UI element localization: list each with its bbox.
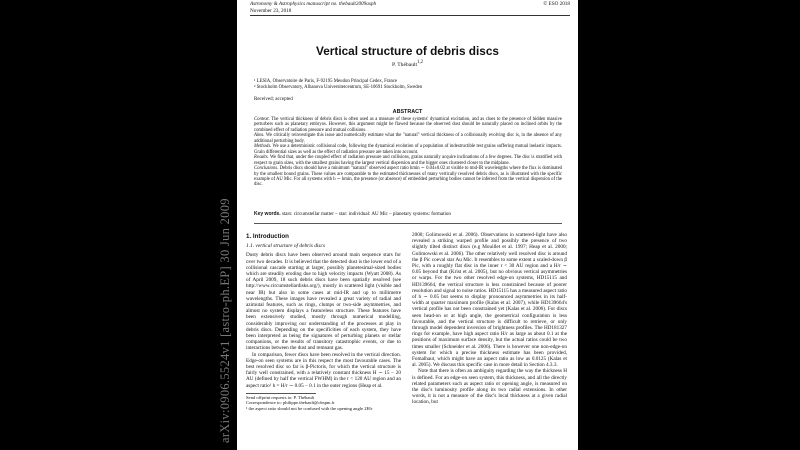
paragraph-1: Dusty debris discs have been observed around main sequence stars for over two decades. It is believed that the detected dust is the lower end of a collisional cascade starting at larger, possibly planetesimal-sized bodies which are steadily eroding due to high velocity impacts (Wyatt 2008). As of April 2009, 18 such debris discs have been spatially resolved (see http://www.circumstellardisks.org/), mostly in scattered light (visible and near IR) but also in some cases at mid-IR and up to millimetre wavelengths. These images have revealed a great variety of radial and azimutal features, such as rings, clumps or two-side asymmetries, and almost no system displays a featureless structure. These features have been extensively studied, mostly through numerical modelling, considerably improving our understanding of the processes at play in debris discs. Depending on the specificities of each system, they have been interpreted as being the signatures of perturbing planets or stellar companions, or the results of transitory catastrophic events, or due to interactions between the dust and remnant gas. xyxy=(246,252,401,352)
send-offprint: Send offprint requests to: P. Thébault xyxy=(246,394,315,400)
left-column xyxy=(246,226,401,411)
received-line: Received; accepted xyxy=(254,97,293,102)
right-column xyxy=(412,232,567,406)
author-sup: 1,2 xyxy=(417,60,423,65)
paragraph-3: 2000; Golimowski et al. 2006). Observations in scattered-light have also revealed a striking warped profile and possibly the presence of two slightly tilted distinct discs (e.g Mouillet et al. 1997; Heap et al. 2000; Golimowski et al. 2006). The other relatively well resolved disc is around the β Pic coeval star Au Mic. It resembles to some extent a scaled-down β Pic, with a roughly flat disc in the inner r < 30 AU region and a H/r ∼ 0.05 beyond that (Krist et al. 2005), but no obvious vertical asymmetries or warps. For the two other resolved edge-on systems, HD15115 and HD139664, the vertical structure is less constrained because of poorer resolution and signal to noise ratios. HD15115 has a measured aspect ratio of h ∼ 0.05 but seems to display pronounced asymmetries in its half-width at quarter maximum profile (Kalas et al. 2007), while HD139664's vertical profile has not been constrained yet (Kalas et al. 2006). For discs seen head-on or at high angle, the geometrical configuration is less favourable, and the vertical structure is difficult to retrieve, or only through model dependent inversion of brightness profiles. The HD181327 rings for example, have high aspect ratio H/r as large as about 0.1 at the positions of maximum surface density, but the actual ratios could be two times smaller (Schneider et al. 2006). There is however one non-edge-on system for which a precise thickness estimate has been provided, Fomalhaut, which might have an aspect ratio as low as 0.0125 (Kalas et al. 2005). We discuss this specific case in more detail in Section 4.3.3. xyxy=(412,232,567,369)
correspondence: Correspondence to: philippe.thebault@obspm.fr xyxy=(246,400,335,406)
affiliation-1: ¹ LESIA, Observatoire de Paris, F-92195 Meudon Principal Cedex, France xyxy=(254,79,398,84)
subsection-heading: 1.1. vertical structure of debris discs xyxy=(246,243,326,250)
abstract-rule xyxy=(254,223,562,224)
methods-label: Methods. xyxy=(254,144,272,150)
keywords xyxy=(254,211,451,217)
paragraph-4: Note that there is often an ambiguity regarding the way the thickness H is defined. For an edge-on seen system, this thickness, and all the directly related parameters such as aspect ratio or opening angle, is measured on the disc's luminosity profile along its two radial extensions. In other words, it is not a measure of the disc's local thickness at a given radial location, but xyxy=(412,368,567,406)
paper-title: Vertical structure of debris discs xyxy=(316,44,499,58)
conclusions-text: Debris discs should have a minimum "natural" observed aspect ratio hmin ∼ 0.04±0.02 at visible to mid-IR wavelengths where the flux is dominated by the smallest bound grains. These values are comparable to the estimated thicknesses of many vertically resolved debris discs, as is illustrated with the specific example of AU Mic. For all systems with h ∼ hmin, the presence (or absence) of embedded perturbing bodies cannot be inferred from the vertical dispersion of the disc. xyxy=(254,166,563,188)
aims-label: Aims. xyxy=(254,133,265,139)
abstract-heading: ABSTRACT xyxy=(392,109,423,115)
journal-line: Astronomy & Astrophysics manuscript no. thebault2009asph xyxy=(250,1,377,7)
results-text: We find that, under the coupled effect of radiation pressure and collisions, grains naturally acquire inclinations of a few degrees. The disc is stratified with respect to grain sizes, with the smallest grains having the largest vertical dispersion and the bigger ones clustered closer to the midplane. xyxy=(254,155,562,166)
context-label: Context. xyxy=(254,117,270,122)
paper-page xyxy=(237,0,578,450)
abstract-body xyxy=(254,117,562,188)
header-rule xyxy=(250,15,570,16)
results-label: Results. xyxy=(254,155,269,161)
date-line: November 23, 2018 xyxy=(250,7,292,14)
paragraph-2: In comparison, fewer discs have been resolved in the vertical direction. Edge-on seen systems are in this respect the most favourable cases. The best resolved disc so far is β-Pictoris, for which the vertical structure is fairly well constrained, with a relatively constant thickness H ∼ 15 − 20 AU (defined by half the vertical FWHM) in the r < 120 AU region and an aspect ratio¹ h = H/r ∼ 0.05 − 0.1 in the outer regions (Heap et al. xyxy=(246,351,401,389)
footnote: ¹ the aspect ratio should not be confused with the opening angle 2H/r xyxy=(246,405,373,411)
arxiv-identifier: arXiv:0906.5524v1 [astro-ph.EP] 30 Jun 2009 xyxy=(218,198,232,443)
aims-text: We critically reinvestigate this issue and numerically estimate what the "natural" vertical thickness of a collisionally evolving disc is, in the absence of any additional perturbing body. xyxy=(254,133,562,144)
keywords-text: stars: circumstellar matter – star: individual: AU Mic – planetary systems: formation xyxy=(281,212,451,217)
section-heading: 1. Introduction xyxy=(246,233,289,240)
affiliation-2: ² Stockholm Observatory, Albanova Universitetcentrum, SE-10691 Stockholm, Sweden xyxy=(254,85,423,90)
methods-text: We use a deterministic collisional code, following the dynamical evolution of a population of indestructible test grains suffering mutual inelastic impacts. Grain differential sizes as well as the effect of radiation pressure are taken into account. xyxy=(254,144,563,155)
author-name: P. Thébault xyxy=(392,61,418,68)
running-header xyxy=(250,1,376,14)
copyright-line: © ESO 2018 xyxy=(543,1,570,7)
context-text: The vertical thickness of debris discs is often used as a measure of these systems' dynamical excitation, and as clues to the presence of hidden massive perturbers such as planetary embryos. However, this argument might be flawed because the observed dust should be naturally placed on inclined orbits by the combined effect of radiation pressure and mutual collisions. xyxy=(254,117,563,133)
author-line xyxy=(237,60,578,68)
keywords-label: Key words. xyxy=(254,211,281,217)
conclusions-label: Conclusions. xyxy=(254,166,279,172)
